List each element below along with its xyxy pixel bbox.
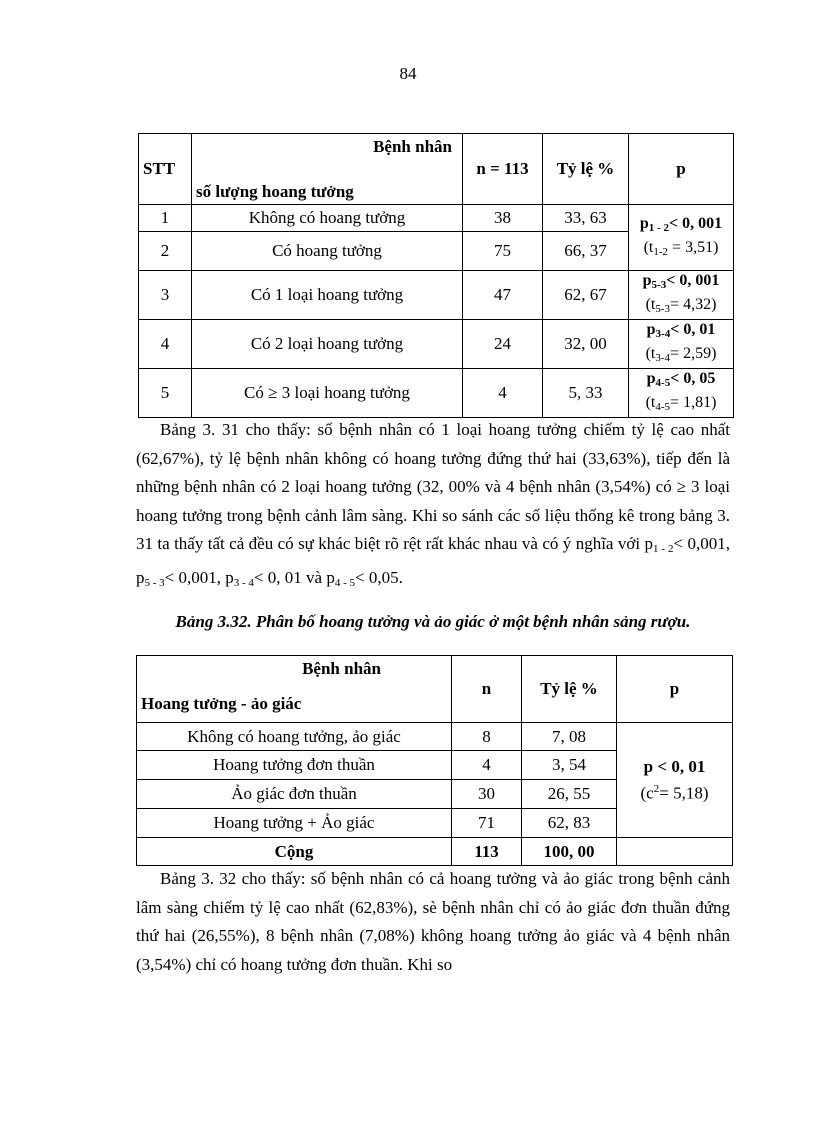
header-stt: STT	[139, 134, 192, 205]
cell-label: Ảo giác đơn thuần	[137, 780, 452, 809]
header-corner-top: Bệnh nhân	[373, 137, 452, 156]
header-corner	[192, 134, 463, 205]
cell-n: 4	[452, 751, 522, 780]
header-corner-bottom: Hoang tưởng - ảo giác	[141, 694, 302, 713]
cell-label: Có ≥ 3 loại hoang tưởng	[192, 369, 463, 418]
header-n: n	[452, 656, 522, 723]
header-corner-top: Bệnh nhân	[302, 659, 381, 678]
cell-pct: 62, 67	[543, 271, 629, 320]
cell-stt: 5	[139, 369, 192, 418]
cell-n: 47	[463, 271, 543, 320]
cell-stt: 2	[139, 232, 192, 271]
cell-empty	[617, 838, 733, 866]
cell-stt: 3	[139, 271, 192, 320]
cell-label: Có hoang tưởng	[192, 232, 463, 271]
header-pct: Tỷ lệ %	[543, 134, 629, 205]
cell-pct: 32, 00	[543, 320, 629, 369]
cell-n: 71	[452, 809, 522, 838]
cell-n: 8	[452, 723, 522, 751]
cell-label: Hoang tưởng + Ảo giác	[137, 809, 452, 838]
table-hallucination-count	[138, 133, 734, 418]
cell-total-label: Cộng	[137, 838, 452, 866]
table-row	[139, 320, 734, 369]
table-row	[139, 369, 734, 418]
header-p: p	[629, 134, 734, 205]
paragraph-table-3-32: Bảng 3. 32 cho thấy: số bệnh nhân có cả hoang tưởng và ảo giác trong bệnh cảnh lâm sàng chiếm tỷ lệ cao nhất (62,83%), sè bệnh nhân chỉ có ảo giác đơn thuần đứng thứ hai (26,55%), 8 bệnh nhân (7,08%) không hoang tưởng ảo giác và 4 bệnh nhân (3,54%) chỉ có hoang tưởng đơn thuần. Khi so	[136, 869, 730, 974]
cell-p-value: $p_{5-3}< 0$, 001 $(t_{5-3}= 4,32)$	[629, 271, 734, 320]
page-number: 84	[399, 64, 417, 83]
cell-pct: 3, 54	[522, 751, 617, 780]
cell-n: 38	[463, 205, 543, 232]
cell-label: Không có hoang tưởng	[192, 205, 463, 232]
cell-pct: 33, 63	[543, 205, 629, 232]
header-pct: Tỷ lệ %	[522, 656, 617, 723]
cell-pct: 5, 33	[543, 369, 629, 418]
cell-n: 4	[463, 369, 543, 418]
cell-p-value: $p_{4-5}< 0$, 05 $(t_{4-5}= 1,81)$	[629, 369, 734, 418]
cell-total-n: 113	[452, 838, 522, 866]
cell-n: 24	[463, 320, 543, 369]
cell-total-pct: 100, 00	[522, 838, 617, 866]
cell-n: 75	[463, 232, 543, 271]
header-p: p	[617, 656, 733, 723]
cell-pct: 26, 55	[522, 780, 617, 809]
header-corner	[137, 656, 452, 723]
cell-pct: 62, 83	[522, 809, 617, 838]
header-n: n = 113	[463, 134, 543, 205]
cell-pct: 7, 08	[522, 723, 617, 751]
cell-p-value: p < 0, 01 $(c^2= 5,18)$	[617, 723, 733, 838]
table-row	[139, 271, 734, 320]
cell-p-value: $p_{1 - 2}< 0$, 001 $(t_{1-2} = 3,51)$	[629, 205, 734, 271]
table-row	[137, 723, 733, 751]
cell-label: Hoang tưởng đơn thuần	[137, 751, 452, 780]
header-corner-bottom: số lượng hoang tưởng	[196, 182, 354, 201]
cell-pct: 66, 37	[543, 232, 629, 271]
cell-stt: 4	[139, 320, 192, 369]
paragraph-table-3-31: Bảng 3. 31 cho thấy: số bệnh nhân có 1 loại hoang tưởng chiếm tỷ lệ cao nhất (62,67%), tỷ lệ bệnh nhân không có hoang tưởng đứng thứ hai (33,63%), tiếp đến là những bệnh nhân có 2 loại hoang tưởng (32, 00% và 4 bệnh nhân (3,54%) có ≥ 3 loại hoang tưởng trong bệnh cảnh lâm sàng. Khi so sánh các số liệu thống kê trong bảng 3. 31 ta thấy tất cả đều có sự khác biệt rõ rệt rất khác nhau và có ý nghĩa với $p_{1 - 2}< 0,001$, $p_{5 - 3}< 0,001$, $p_{3 - 4}< 0$, 01 và $p_{4 - 5}< 0,05$.	[136, 420, 730, 589]
cell-label: Không có hoang tưởng, ảo giác	[137, 723, 452, 751]
table-row-total	[137, 838, 733, 866]
cell-stt: 1	[139, 205, 192, 232]
cell-label: Có 1 loại hoang tưởng	[192, 271, 463, 320]
cell-n: 30	[452, 780, 522, 809]
cell-label: Có 2 loại hoang tưởng	[192, 320, 463, 369]
table-delusion-hallucination	[136, 655, 733, 866]
table-row	[139, 205, 734, 232]
cell-p-value: $p_{3-4}< 0$, 01 $(t_{3-4}= 2,59)$	[629, 320, 734, 369]
table-caption: Bảng 3.32. Phân bố hoang tưởng và ảo giác ở một bệnh nhân sảng rượu.	[175, 612, 691, 631]
